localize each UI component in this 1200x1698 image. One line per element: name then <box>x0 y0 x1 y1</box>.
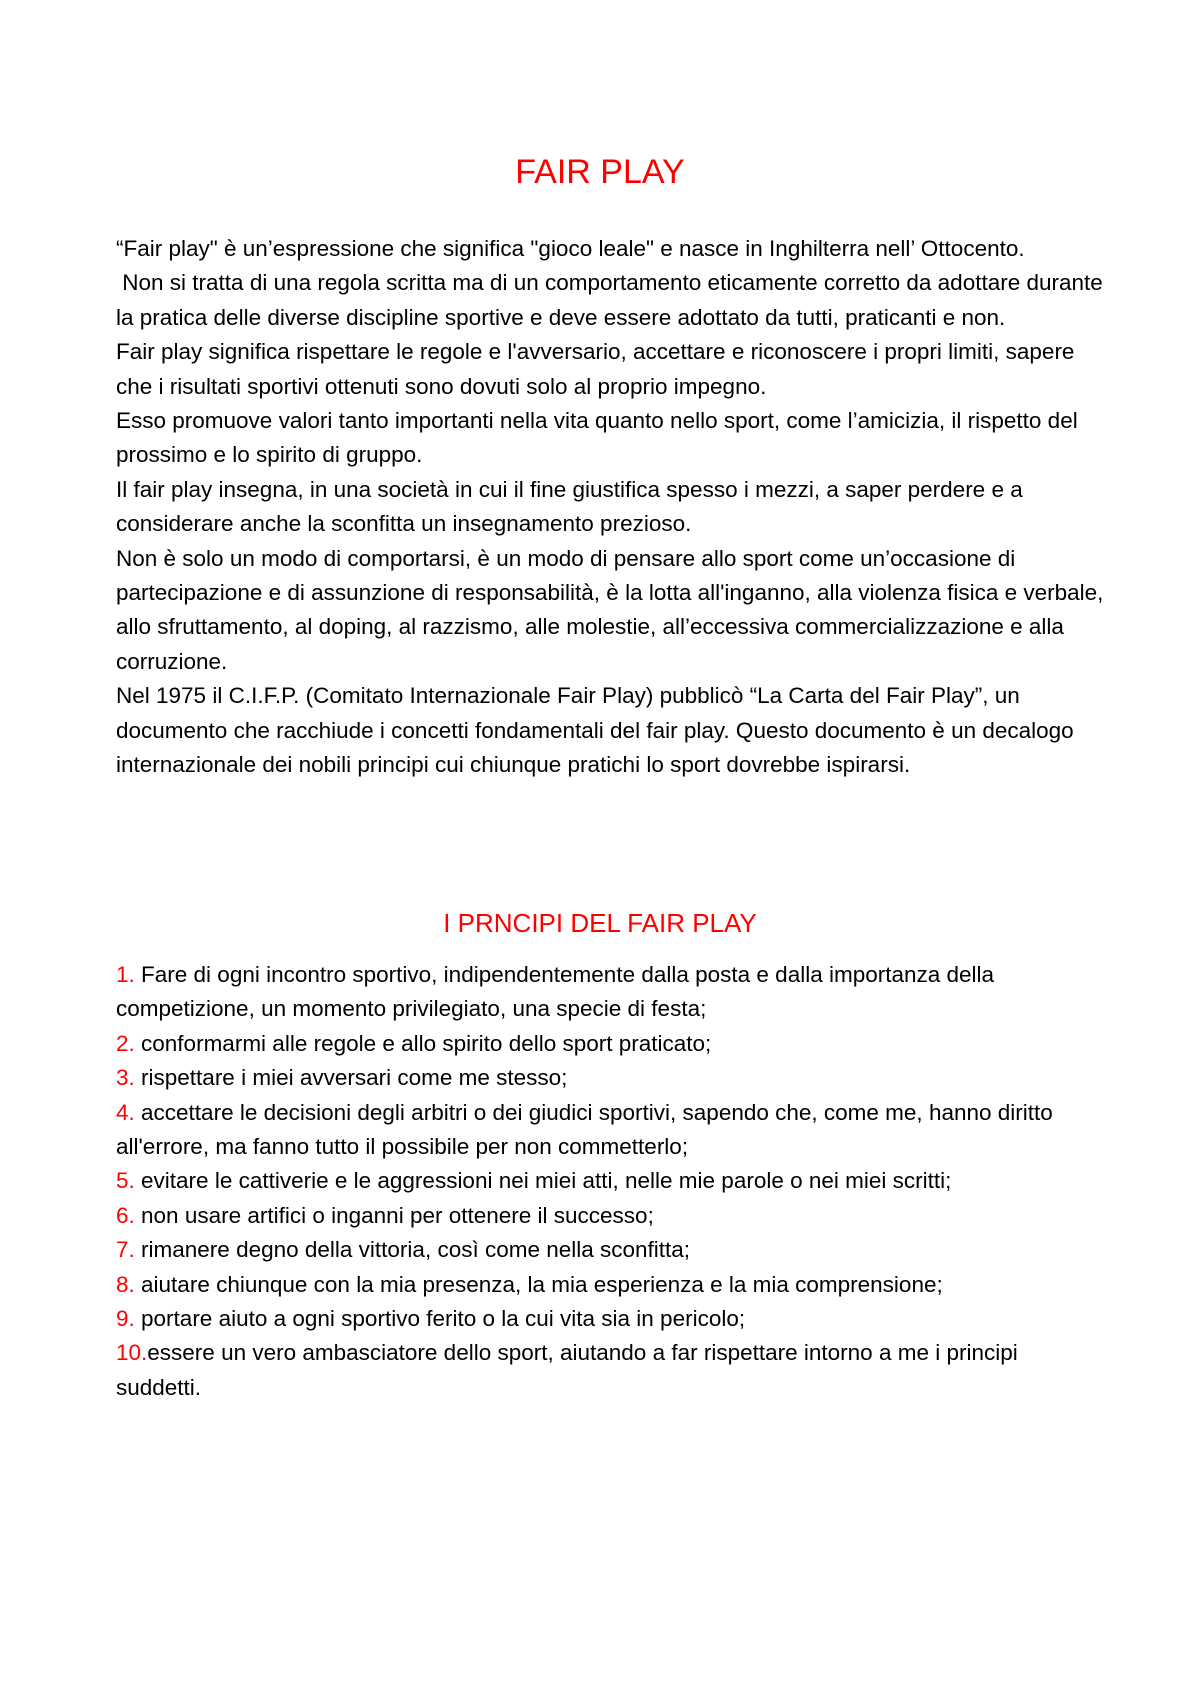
principles-list <box>116 958 1106 1405</box>
item-number: 5. <box>116 1168 142 1194</box>
item-number: 7. <box>116 1237 142 1263</box>
list-item <box>116 1302 1106 1336</box>
paragraph: Non si tratta di una regola scritta ma di un comportamento eticamente corretto da adottare durante la pratica delle diverse discipline sportive e deve essere adottato da tutti, praticanti e non. <box>116 270 1110 330</box>
paragraph: Fair play significa rispettare le regole e l'avversario, accettare e riconoscere i propri limiti, sapere che i risultati sportivi ottenuti sono dovuti solo al proprio impegno. <box>116 339 1075 399</box>
item-text: accettare le decisioni degli arbitri o dei giudici sportivi, sapendo che, come me, hanno diritto all'errore, ma fanno tutto il possibile per non commetterlo; <box>116 1099 1053 1160</box>
item-number: 10. <box>116 1340 148 1366</box>
paragraph: Nel 1975 il C.I.F.P. (Comitato Internazionale Fair Play) pubblicò “La Carta del Fair Play”, un documento che racchiude i concetti fondamentali del fair play. Questo documento è un decalogo internazionale dei nobili principi cui chiunque pratichi lo sport dovrebbe ispirarsi. <box>116 683 1074 778</box>
list-item <box>116 958 1106 1027</box>
item-text: aiutare chiunque con la mia presenza, la mia esperienza e la mia comprensione; <box>141 1271 943 1297</box>
item-number: 8. <box>116 1271 142 1297</box>
item-text: rispettare i miei avversari come me stesso; <box>141 1065 568 1091</box>
document-title: FAIR PLAY <box>515 153 685 191</box>
item-text: non usare artifici o inganni per ottenere il successo; <box>141 1202 654 1228</box>
list-item <box>116 1061 1106 1095</box>
item-text: essere un vero ambasciatore dello sport, aiutando a far rispettare intorno a me i principi suddetti. <box>116 1340 1018 1400</box>
item-text: evitare le cattiverie e le aggressioni nei miei atti, nelle mie parole o nei miei scritti; <box>141 1168 952 1194</box>
item-number: 9. <box>116 1306 142 1332</box>
item-number: 4. <box>116 1099 142 1125</box>
item-text: conformarmi alle regole e allo spirito dello sport praticato; <box>141 1030 712 1056</box>
item-number: 3. <box>116 1065 142 1091</box>
item-number: 6. <box>116 1202 142 1228</box>
list-item <box>116 1233 1106 1267</box>
paragraph: Non è solo un modo di comportarsi, è un modo di pensare allo sport come un’occasione di partecipazione e di assunzione di responsabilità, è la lotta all'inganno, alla violenza fisica e verbale, allo sfruttamento, al doping, al razzismo, alle molestie, all’eccessiva commercializzazione e alla corruzione. <box>116 545 1104 674</box>
list-item <box>116 1199 1106 1233</box>
item-text: rimanere degno della vittoria, così come nella sconfitta; <box>141 1237 691 1263</box>
paragraph: Il fair play insegna, in una società in cui il fine giustifica spesso i mezzi, a saper perdere e a considerare anche la sconfitta un insegnamento prezioso. <box>116 476 1023 537</box>
paragraph: “Fair play" è un’espressione che significa "gioco leale" e nasce in Inghilterra nell’ Ottocento. <box>116 236 1025 261</box>
paragraph: Esso promuove valori tanto importanti nella vita quanto nello sport, come l’amicizia, il rispetto del prossimo e lo spirito di gruppo. <box>116 408 1078 468</box>
principles-title: I PRNCIPI DEL FAIR PLAY <box>443 908 757 938</box>
item-text: Fare di ogni incontro sportivo, indipendentemente dalla posta e dalla importanza della competizione, un momento privilegiato, una specie di festa; <box>116 962 995 1022</box>
list-item <box>116 1027 1106 1061</box>
item-number: 2. <box>116 1030 142 1056</box>
list-item <box>116 1096 1106 1165</box>
list-item <box>116 1336 1106 1405</box>
item-number: 1. <box>116 962 142 987</box>
item-text: portare aiuto a ogni sportivo ferito o la cui vita sia in pericolo; <box>141 1306 746 1332</box>
list-item <box>116 1268 1106 1302</box>
list-item <box>116 1164 1106 1198</box>
intro-text <box>116 232 1110 783</box>
